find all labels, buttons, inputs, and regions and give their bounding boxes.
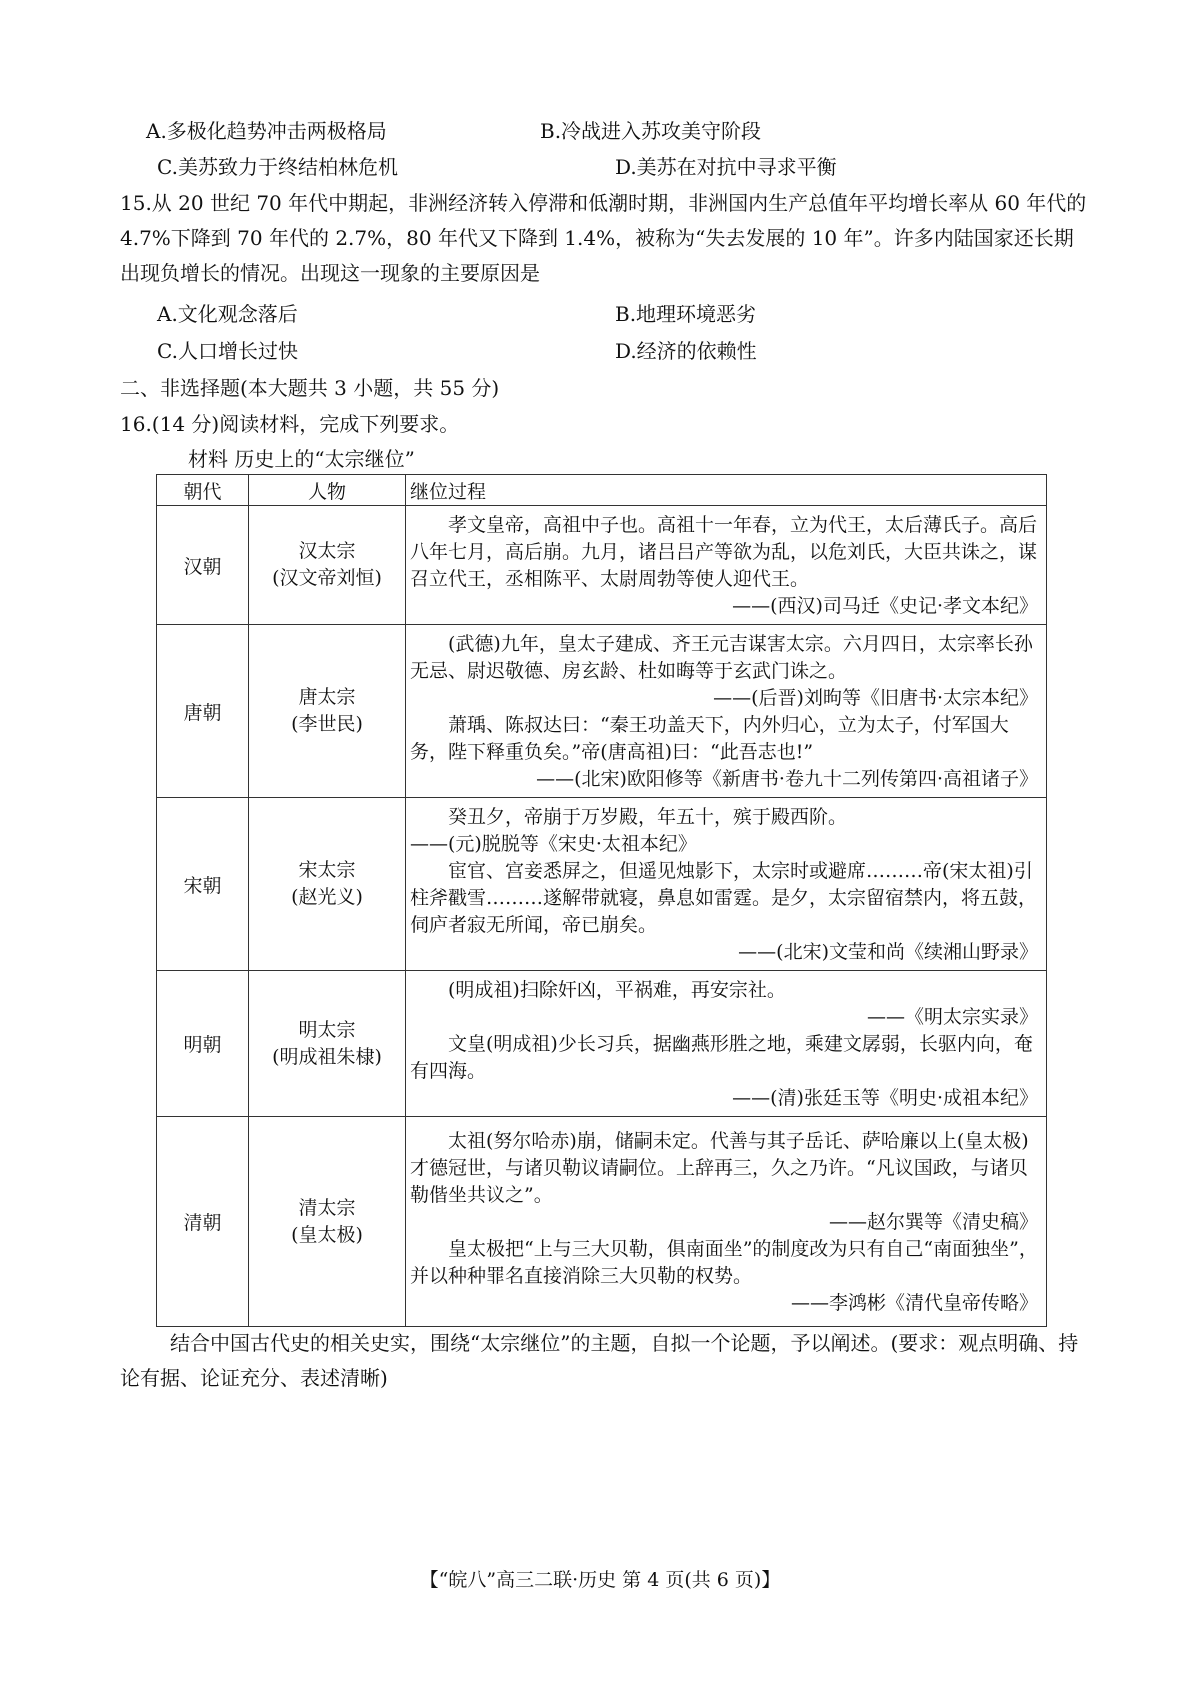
quote-text: (明成祖)扫除奸凶，平祸难，再安宗社。 (448, 979, 786, 1001)
table-row (157, 625, 1047, 798)
process-cell (406, 1117, 1047, 1327)
person-note: (汉文帝刘恒) (272, 567, 382, 589)
quote-source: ——赵尔巽等《清史稿》 (828, 1211, 1038, 1233)
dynasty-cell: 宋朝 (157, 798, 249, 971)
quote-text: (武德)九年，皇太子建成、齐王元吉谋害太宗。六月四日，太宗率长孙无忌、尉迟敬德、房玄龄、杜如晦等于玄武门诛之。 (410, 633, 1033, 682)
section-title: 二、非选择题(本大题共 3 小题，共 55 分) (120, 376, 500, 400)
quote-source: ——李鸿彬《清代皇帝传略》 (790, 1292, 1038, 1314)
quote-source: ——《明太宗实录》 (866, 1006, 1038, 1028)
dynasty-cell: 清朝 (157, 1117, 249, 1327)
table-header-row (157, 475, 1047, 506)
quote-source: ——(后晋)刘昫等《旧唐书·太宗本纪》 (713, 687, 1038, 709)
quote-text: 癸丑夕，帝崩于万岁殿，年五十，殡于殿西阶。 (448, 806, 848, 828)
person-cell (249, 1117, 406, 1327)
person-note: (李世民) (291, 713, 363, 735)
dynasty-cell: 唐朝 (157, 625, 249, 798)
person-cell (249, 971, 406, 1117)
material-title: 材料 历史上的“太宗继位” (188, 447, 415, 471)
quote-source: ——(北宋)文莹和尚《续湘山野录》 (738, 941, 1038, 963)
header-dynasty: 朝代 (157, 475, 249, 506)
q15-stem: 15.从 20 世纪 70 年代中期起，非洲经济转入停滞和低潮时期，非洲国内生产总值年平均增长率从 60 年代的 4.7%下降到 70 年代的 2.7%，80 年代又下降到 1.4%，被称为“失去发展的 10 年”。许多内陆国家还长期出现负增长的情况。出现这一现象的主要原因是 (120, 191, 1087, 285)
q16-stem: 16.(14 分)阅读材料，完成下列要求。 (120, 412, 460, 436)
person-note: (明成祖朱棣) (272, 1045, 382, 1068)
person-note: (赵光义) (291, 886, 363, 908)
q16-requirement: 结合中国古代史的相关史实，围绕“太宗继位”的主题，自拟一个论题，予以阐述。(要求：观点明确、持论有据、论证充分、表述清晰) (120, 1331, 1079, 1390)
table-row (157, 506, 1047, 625)
table-row (157, 971, 1047, 1117)
page-footer: 【“皖八”高三二联·历史 第 4 页(共 6 页)】 (419, 1569, 781, 1591)
q14-option-a: A.多极化趋势冲击两极格局 (146, 119, 387, 143)
quote-text: 宦官、宫妾悉屏之，但遥见烛影下，太宗时或避席………帝(宋太祖)引柱斧戳雪………遂解带就寝，鼻息如雷霆。是夕，太宗留宿禁内，将五鼓，伺庐者寂无所闻，帝已崩矣。 (410, 860, 1038, 936)
succession-table (156, 474, 1047, 1327)
quote-text: 萧瑀、陈叔达曰：“秦王功盖天下，内外归心，立为太子，付军国大务，陛下释重负矣。”帝(唐高祖)曰：“此吾志也!” (410, 714, 1009, 763)
q15-option-d: D.经济的依赖性 (615, 339, 757, 363)
quote-text: 文皇(明成祖)少长习兵，据幽燕形胜之地，乘建文孱弱，长驱内向，奄有四海。 (410, 1033, 1033, 1082)
person-name: 汉太宗 (298, 540, 356, 562)
q15-option-b: B.地理环境恶劣 (615, 302, 757, 326)
header-person: 人物 (249, 475, 406, 506)
quote-text: 孝文皇帝，高祖中子也。高祖十一年春，立为代王，太后薄氏子。高后八年七月，高后崩。九月，诸吕吕产等欲为乱，以危刘氏，大臣共诛之，谋召立代王，丞相陈平、太尉周勃等使人迎代王。 (410, 514, 1038, 590)
table-row (157, 1117, 1047, 1327)
person-cell (249, 625, 406, 798)
quote-source: ——(北宋)欧阳修等《新唐书·卷九十二列传第四·高祖诸子》 (536, 768, 1038, 790)
person-cell (249, 506, 406, 625)
q15-option-c: C.人口增长过快 (157, 339, 298, 363)
process-cell (406, 625, 1047, 798)
person-name: 明太宗 (298, 1018, 356, 1041)
table-row (157, 798, 1047, 971)
person-note: (皇太极) (291, 1223, 363, 1246)
process-cell (406, 798, 1047, 971)
quote-text: 太祖(努尔哈赤)崩，储嗣未定。代善与其子岳讬、萨哈廉以上(皇太极)才德冠世，与诸贝勒议请嗣位。上辞再三，久之乃许。“凡议国政，与诸贝勒偕坐共议之”。 (410, 1130, 1029, 1206)
quote-source: ——(西汉)司马迁《史记·孝文本纪》 (732, 595, 1038, 617)
person-name: 唐太宗 (298, 686, 356, 708)
person-name: 宋太宗 (298, 859, 356, 881)
quote-source: ——(清)张廷玉等《明史·成祖本纪》 (732, 1087, 1038, 1109)
dynasty-cell: 汉朝 (157, 506, 249, 625)
q14-option-d: D.美苏在对抗中寻求平衡 (615, 155, 837, 179)
dynasty-cell: 明朝 (157, 971, 249, 1117)
person-cell (249, 798, 406, 971)
quote-text: 皇太极把“上与三大贝勒，俱南面坐”的制度改为只有自己“南面独坐”，并以种种罪名直接消除三大贝勒的权势。 (410, 1238, 1038, 1287)
q14-option-c: C.美苏致力于终结柏林危机 (157, 155, 398, 179)
person-name: 清太宗 (298, 1196, 356, 1219)
q14-option-b: B.冷战进入苏攻美守阶段 (540, 119, 762, 143)
header-process: 继位过程 (406, 475, 1047, 506)
q15-option-a: A.文化观念落后 (157, 302, 298, 326)
process-cell (406, 506, 1047, 625)
process-cell (406, 971, 1047, 1117)
quote-source: ——(元)脱脱等《宋史·太祖本纪》 (410, 833, 697, 855)
